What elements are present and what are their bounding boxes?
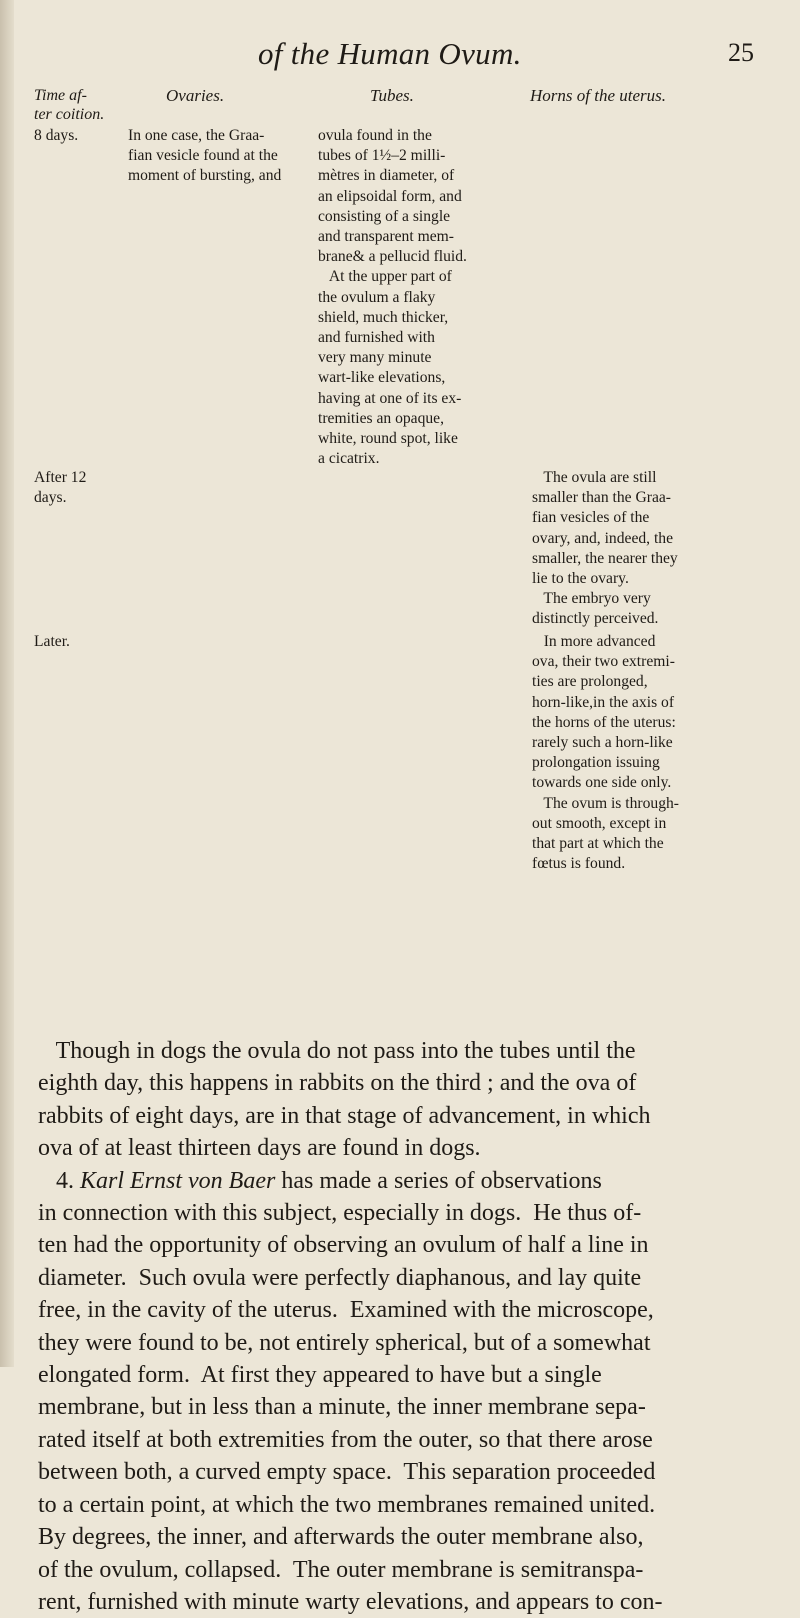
row2-horns: The ovula are still smaller than the Graa- fian vesicles of the ovary, and, indeed, the smaller, the nearer they lie to the ovary. The embryo very distinctly perceived. xyxy=(532,469,678,628)
header-horns: Horns of the uterus. xyxy=(530,86,666,105)
row1-time: 8 days. xyxy=(34,127,79,144)
paragraph-2-number: 4. xyxy=(38,1167,80,1194)
row1-tubes: ovula found in the tubes of 1½–2 milli- mètres in diameter, of an elipsoidal form, and consisting of a single and transparent mem- brane& a pellucid fluid. At the upper part of the ovulum a flaky shield, much thicker, and furnished with very many minute wart-like elevations, having at one of its ex- tremities an opaque, white, round spot, like a cicatrix. xyxy=(318,127,467,468)
running-title: of the Human Ovum. xyxy=(258,36,522,71)
header-ovaries: Ovaries. xyxy=(166,86,225,105)
paragraph-2: has made a series of observations in connection with this subject, especially in dogs. He thus of- ten had the opportunity of observing an ovulum of half a line in diameter. Such ovula were perfectly diaphanous, and lay quite free, in the cavity of the uterus. Examined with the microscope, they were found to be, not entirely spherical, but of a somewhat elongated form. At first they appeared to have but a single membrane, but in less than a minute, the inner membrane sepa- rated itself at both extremities from the outer, so that there arose between both, a curved empty space. This separation proceeded to a certain point, at which the two membranes remained united. By degrees, the inner, and afterwards the outer membrane also, of the ovulum, collapsed. The outer membrane is semitranspa- rent, furnished with minute warty elevations, and appears to con- xyxy=(38,1167,663,1615)
row2-time: After 12 days. xyxy=(34,469,87,507)
header-tubes: Tubes. xyxy=(370,86,414,105)
page-edge-shadow xyxy=(0,0,14,1367)
row3-time: Later. xyxy=(34,633,70,650)
author-name: Karl Ernst von Baer xyxy=(80,1167,276,1194)
page-number: 25 xyxy=(728,38,754,67)
row3-horns: In more advanced ova, their two extremi- ties are prolonged, horn-like,in the axis of the horns of the uterus: rarely such a horn-like prolongation issuing towards one side only. The ovum is through- out smooth, except in that part at which the fœtus is found. xyxy=(532,633,679,873)
paragraph-1: Though in dogs the ovula do not pass into the tubes until the eighth day, this happens in rabbits on the third ; and the ova of rabbits of eight days, are in that stage of advancement, in which ova of at least thirteen days are found in dogs. xyxy=(38,1038,651,1162)
header-time: Time af- ter coition. xyxy=(34,87,105,123)
body-text xyxy=(38,1035,778,1618)
row1-ovaries: In one case, the Graa- fian vesicle found at the moment of bursting, and xyxy=(128,127,282,185)
running-head xyxy=(0,36,800,76)
